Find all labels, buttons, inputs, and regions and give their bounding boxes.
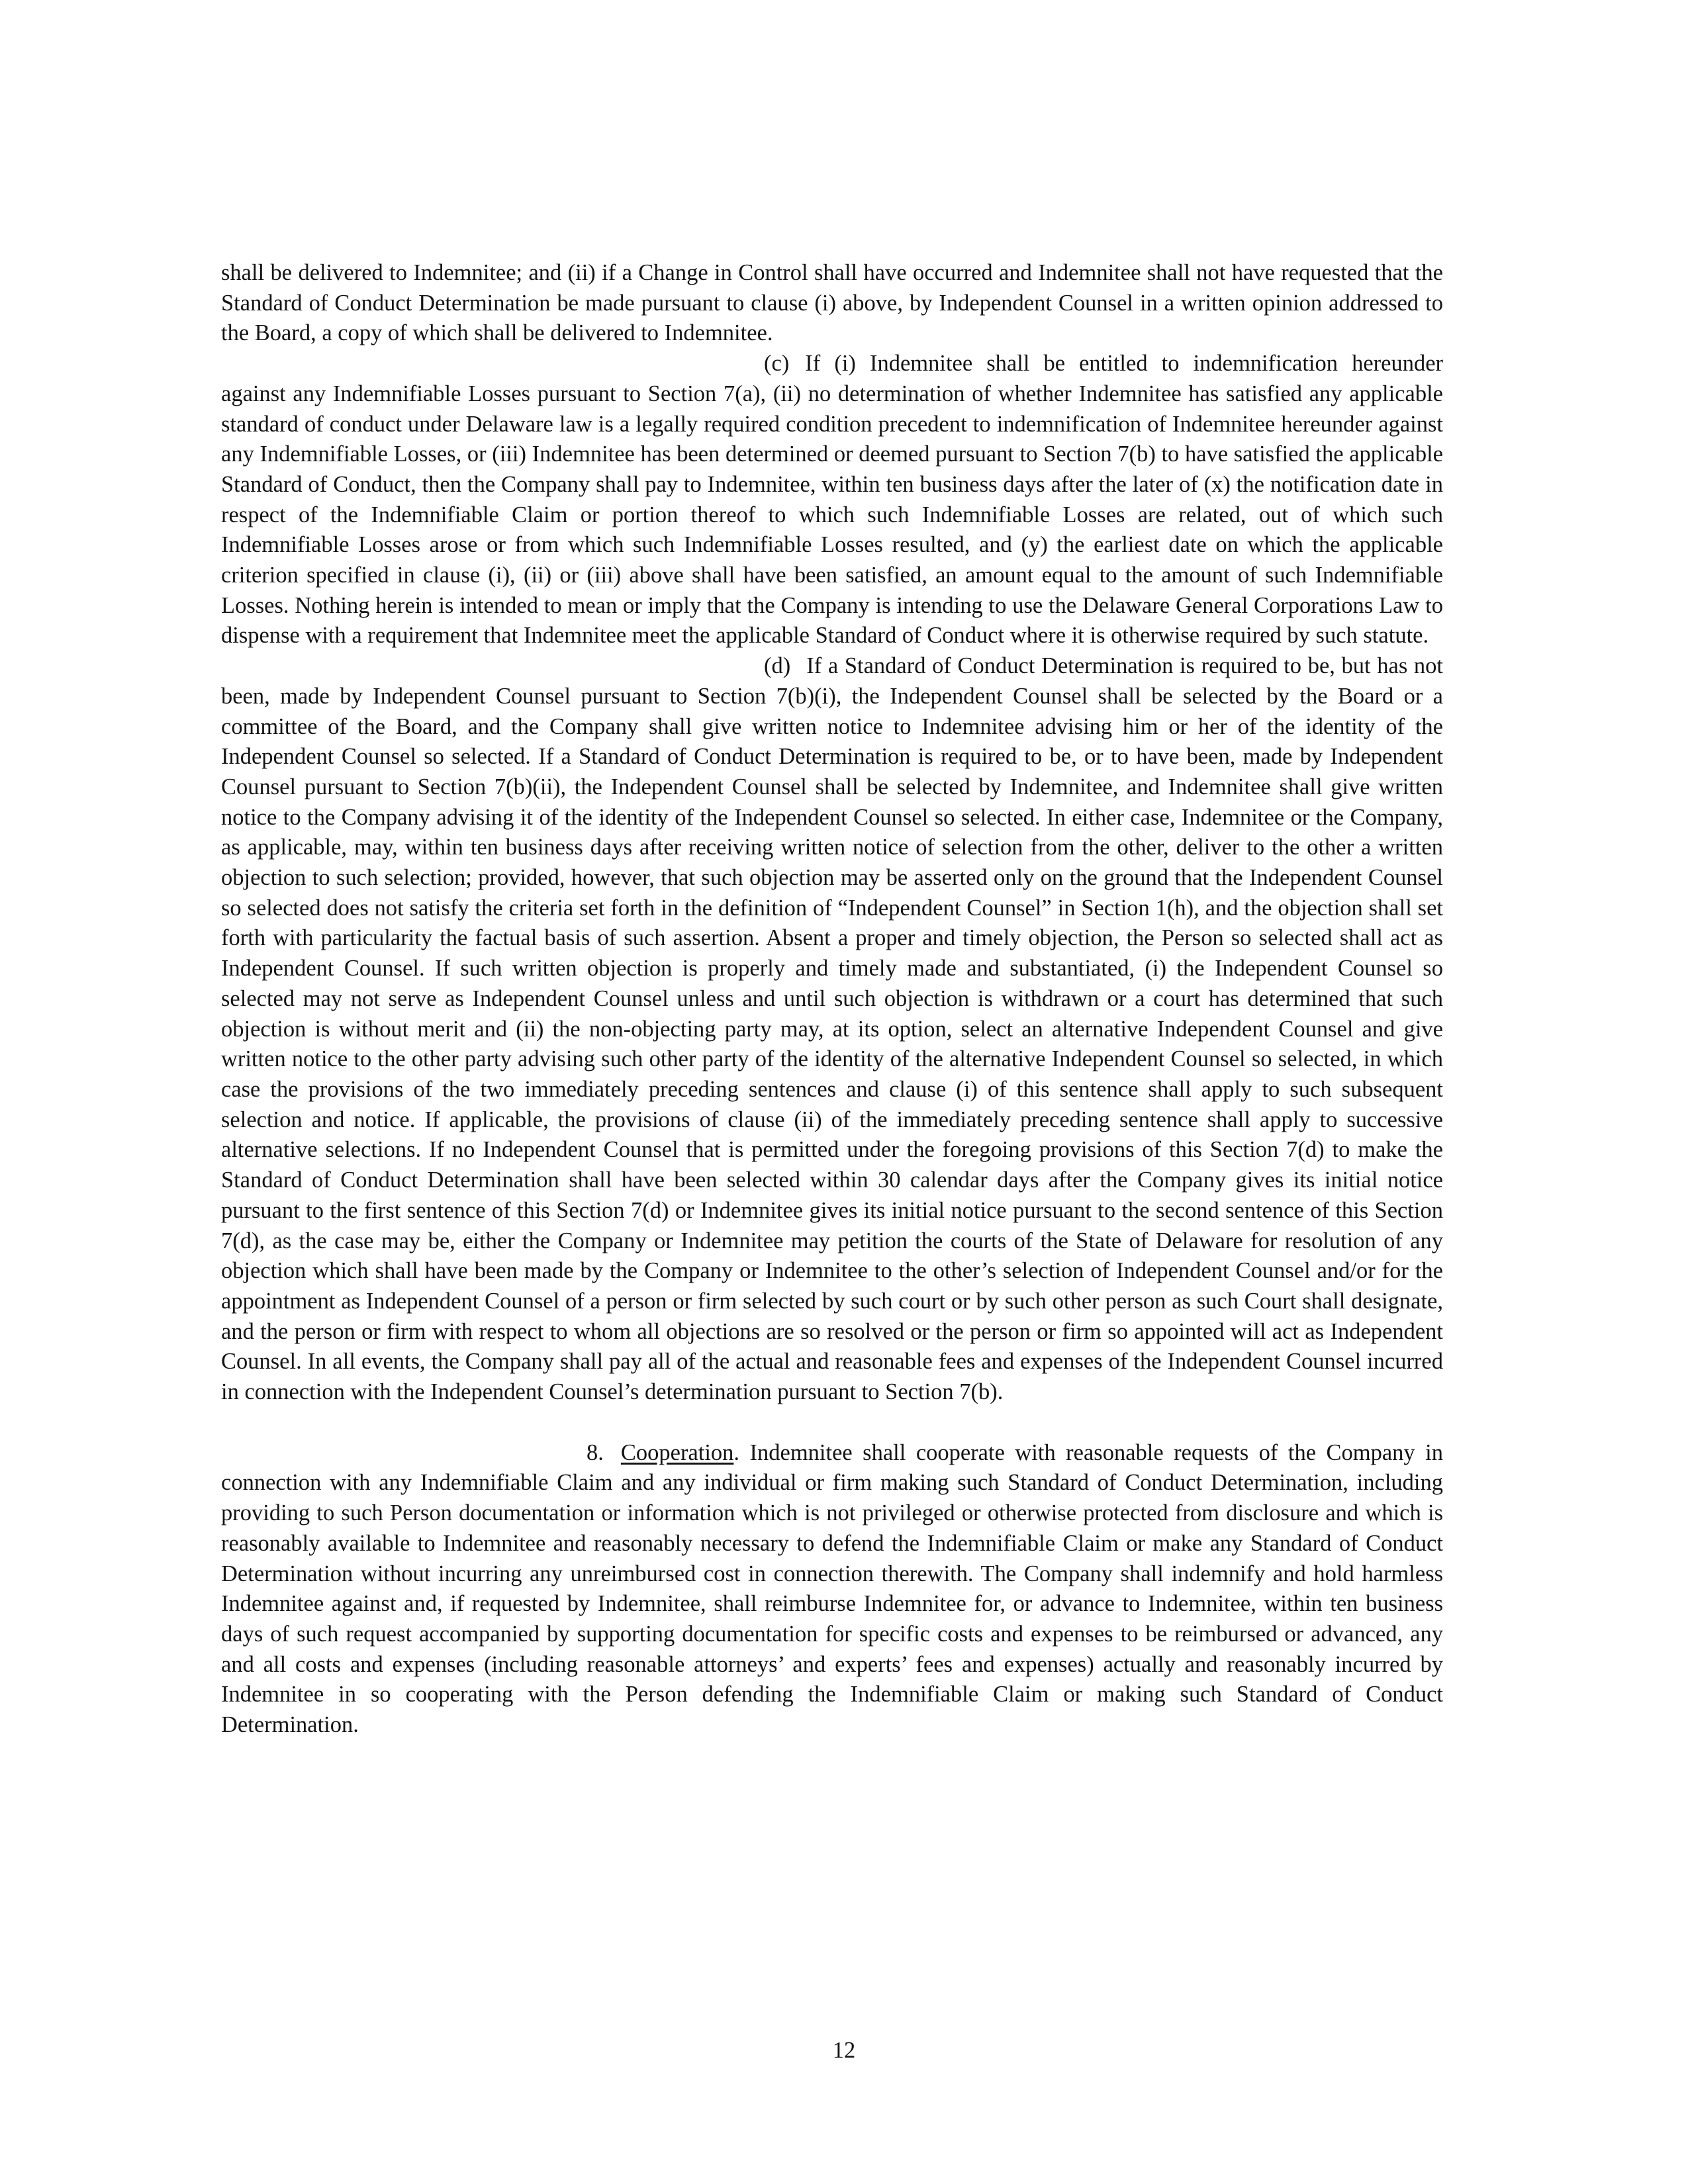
subsection-d-paragraph bbox=[221, 651, 1443, 1408]
subsection-d-text: If a Standard of Conduct Determination is required to be, but has not been, made by Independent Counsel pursuant to Section 7(b)(i), the Independent Counsel shall be selected by the Board or a committee of the Board, and the Company shall give written notice to Indemnitee advising him or her of the identity of the Independent Counsel so selected. If a Standard of Conduct Determination is required to be, or to have been, made by Independent Counsel pursuant to Section 7(b)(ii), the Independent Counsel shall be selected by Indemnitee, and Indemnitee shall give written notice to the Company advising it of the identity of the Independent Counsel so selected. In either case, Indemnitee or the Company, as applicable, may, within ten business days after receiving written notice of selection from the other, deliver to the other a written objection to such selection; provided, however, that such objection may be asserted only on the ground that the Independent Counsel so selected does not satisfy the criteria set forth in the definition of “Independent Counsel” in Section 1(h), and the objection shall set forth with particularity the factual basis of such assertion. Absent a proper and timely objection, the Person so selected shall act as Independent Counsel. If such written objection is properly and timely made and substantiated, (i) the Independent Counsel so selected may not serve as Independent Counsel unless and until such objection is withdrawn or a court has determined that such objection is without merit and (ii) the non-objecting party may, at its option, select an alternative Independent Counsel and give written notice to the other party advising such other party of the identity of the alternative Independent Counsel so selected, in which case the provisions of the two immediately preceding sentences and clause (i) of this sentence shall apply to such subsequent selection and notice. If applicable, the provisions of clause (ii) of the immediately preceding sentence shall apply to successive alternative selections. If no Independent Counsel that is permitted under the foregoing provisions of this Section 7(d) to make the Standard of Conduct Determination shall have been selected within 30 calendar days after the Company gives its initial notice pursuant to the first sentence of this Section 7(d) or Indemnitee gives its initial notice pursuant to the second sentence of this Section 7(d), as the case may be, either the Company or Indemnitee may petition the courts of the State of Delaware for resolution of any objection which shall have been made by the Company or Indemnitee to the other’s selection of Independent Counsel and/or for the appointment as Independent Counsel of a person or firm selected by such court or by such other person as such Court shall designate, and the person or firm with respect to whom all objections are so resolved or the person or firm so appointed will act as Independent Counsel. In all events, the Company shall pay all of the actual and reasonable fees and expenses of the Independent Counsel incurred in connection with the Independent Counsel’s determination pursuant to Section 7(b). bbox=[221, 653, 1443, 1405]
subsection-c-paragraph bbox=[221, 349, 1443, 651]
subsection-c-label: (c) bbox=[764, 351, 790, 377]
document-body bbox=[221, 258, 1443, 1741]
section-8-heading: Cooperation bbox=[620, 1439, 734, 1465]
section-8-text: . Indemnitee shall cooperate with reasonable requests of the Company in connection with any Indemnifiable Claim and any individual or firm making such Standard of Conduct Determination, including providing to such Person documentation or information which is not privileged or otherwise protected from disclosure and which is reasonably available to Indemnitee and reasonably necessary to defend the Indemnifiable Claim or make any Standard of Conduct Determination without incurring any unreimbursed cost in connection therewith. The Company shall indemnify and hold harmless Indemnitee against and, if requested by Indemnitee, shall reimburse Indemnitee for, or advance to Indemnitee, within ten business days of such request accompanied by supporting documentation for specific costs and expenses to be reimbursed or advanced, any and all costs and expenses (including reasonable attorneys’ and experts’ fees and expenses) actually and reasonably incurred by Indemnitee in so cooperating with the Person defending the Indemnifiable Claim or making such Standard of Conduct Determination. bbox=[221, 1439, 1443, 1738]
subsection-c-text: If (i) Indemnitee shall be entitled to indemnification hereunder against any Indemnifiable Losses pursuant to Section 7(a), (ii) no determination of whether Indemnitee has satisfied any applicable standard of conduct under Delaware law is a legally required condition precedent to indemnification of Indemnitee hereunder against any Indemnifiable Losses, or (iii) Indemnitee has been determined or deemed pursuant to Section 7(b) to have satisfied the applicable Standard of Conduct, then the Company shall pay to Indemnitee, within ten business days after the later of (x) the notification date in respect of the Indemnifiable Claim or portion thereof to which such Indemnifiable Losses are related, out of which such Indemnifiable Losses arose or from which such Indemnifiable Losses resulted, and (y) the earliest date on which the applicable criterion specified in clause (i), (ii) or (iii) above shall have been satisfied, an amount equal to the amount of such Indemnifiable Losses. Nothing herein is intended to mean or imply that the Company is intending to use the Delaware General Corporations Law to dispense with a requirement that Indemnitee meet the applicable Standard of Conduct where it is otherwise required by such statute. bbox=[221, 351, 1443, 649]
section-8-number: 8. bbox=[586, 1439, 604, 1465]
section-8-paragraph bbox=[221, 1438, 1443, 1741]
continued-paragraph: shall be delivered to Indemnitee; and (ii) if a Change in Control shall have occurred and Indemnitee shall not have requested that the Standard of Conduct Determination be made pursuant to clause (i) above, by Independent Counsel in a written opinion addressed to the Board, a copy of which shall be delivered to Indemnitee. bbox=[221, 260, 1443, 346]
page-number: 12 bbox=[832, 2038, 856, 2063]
subsection-d-label: (d) bbox=[764, 653, 791, 679]
